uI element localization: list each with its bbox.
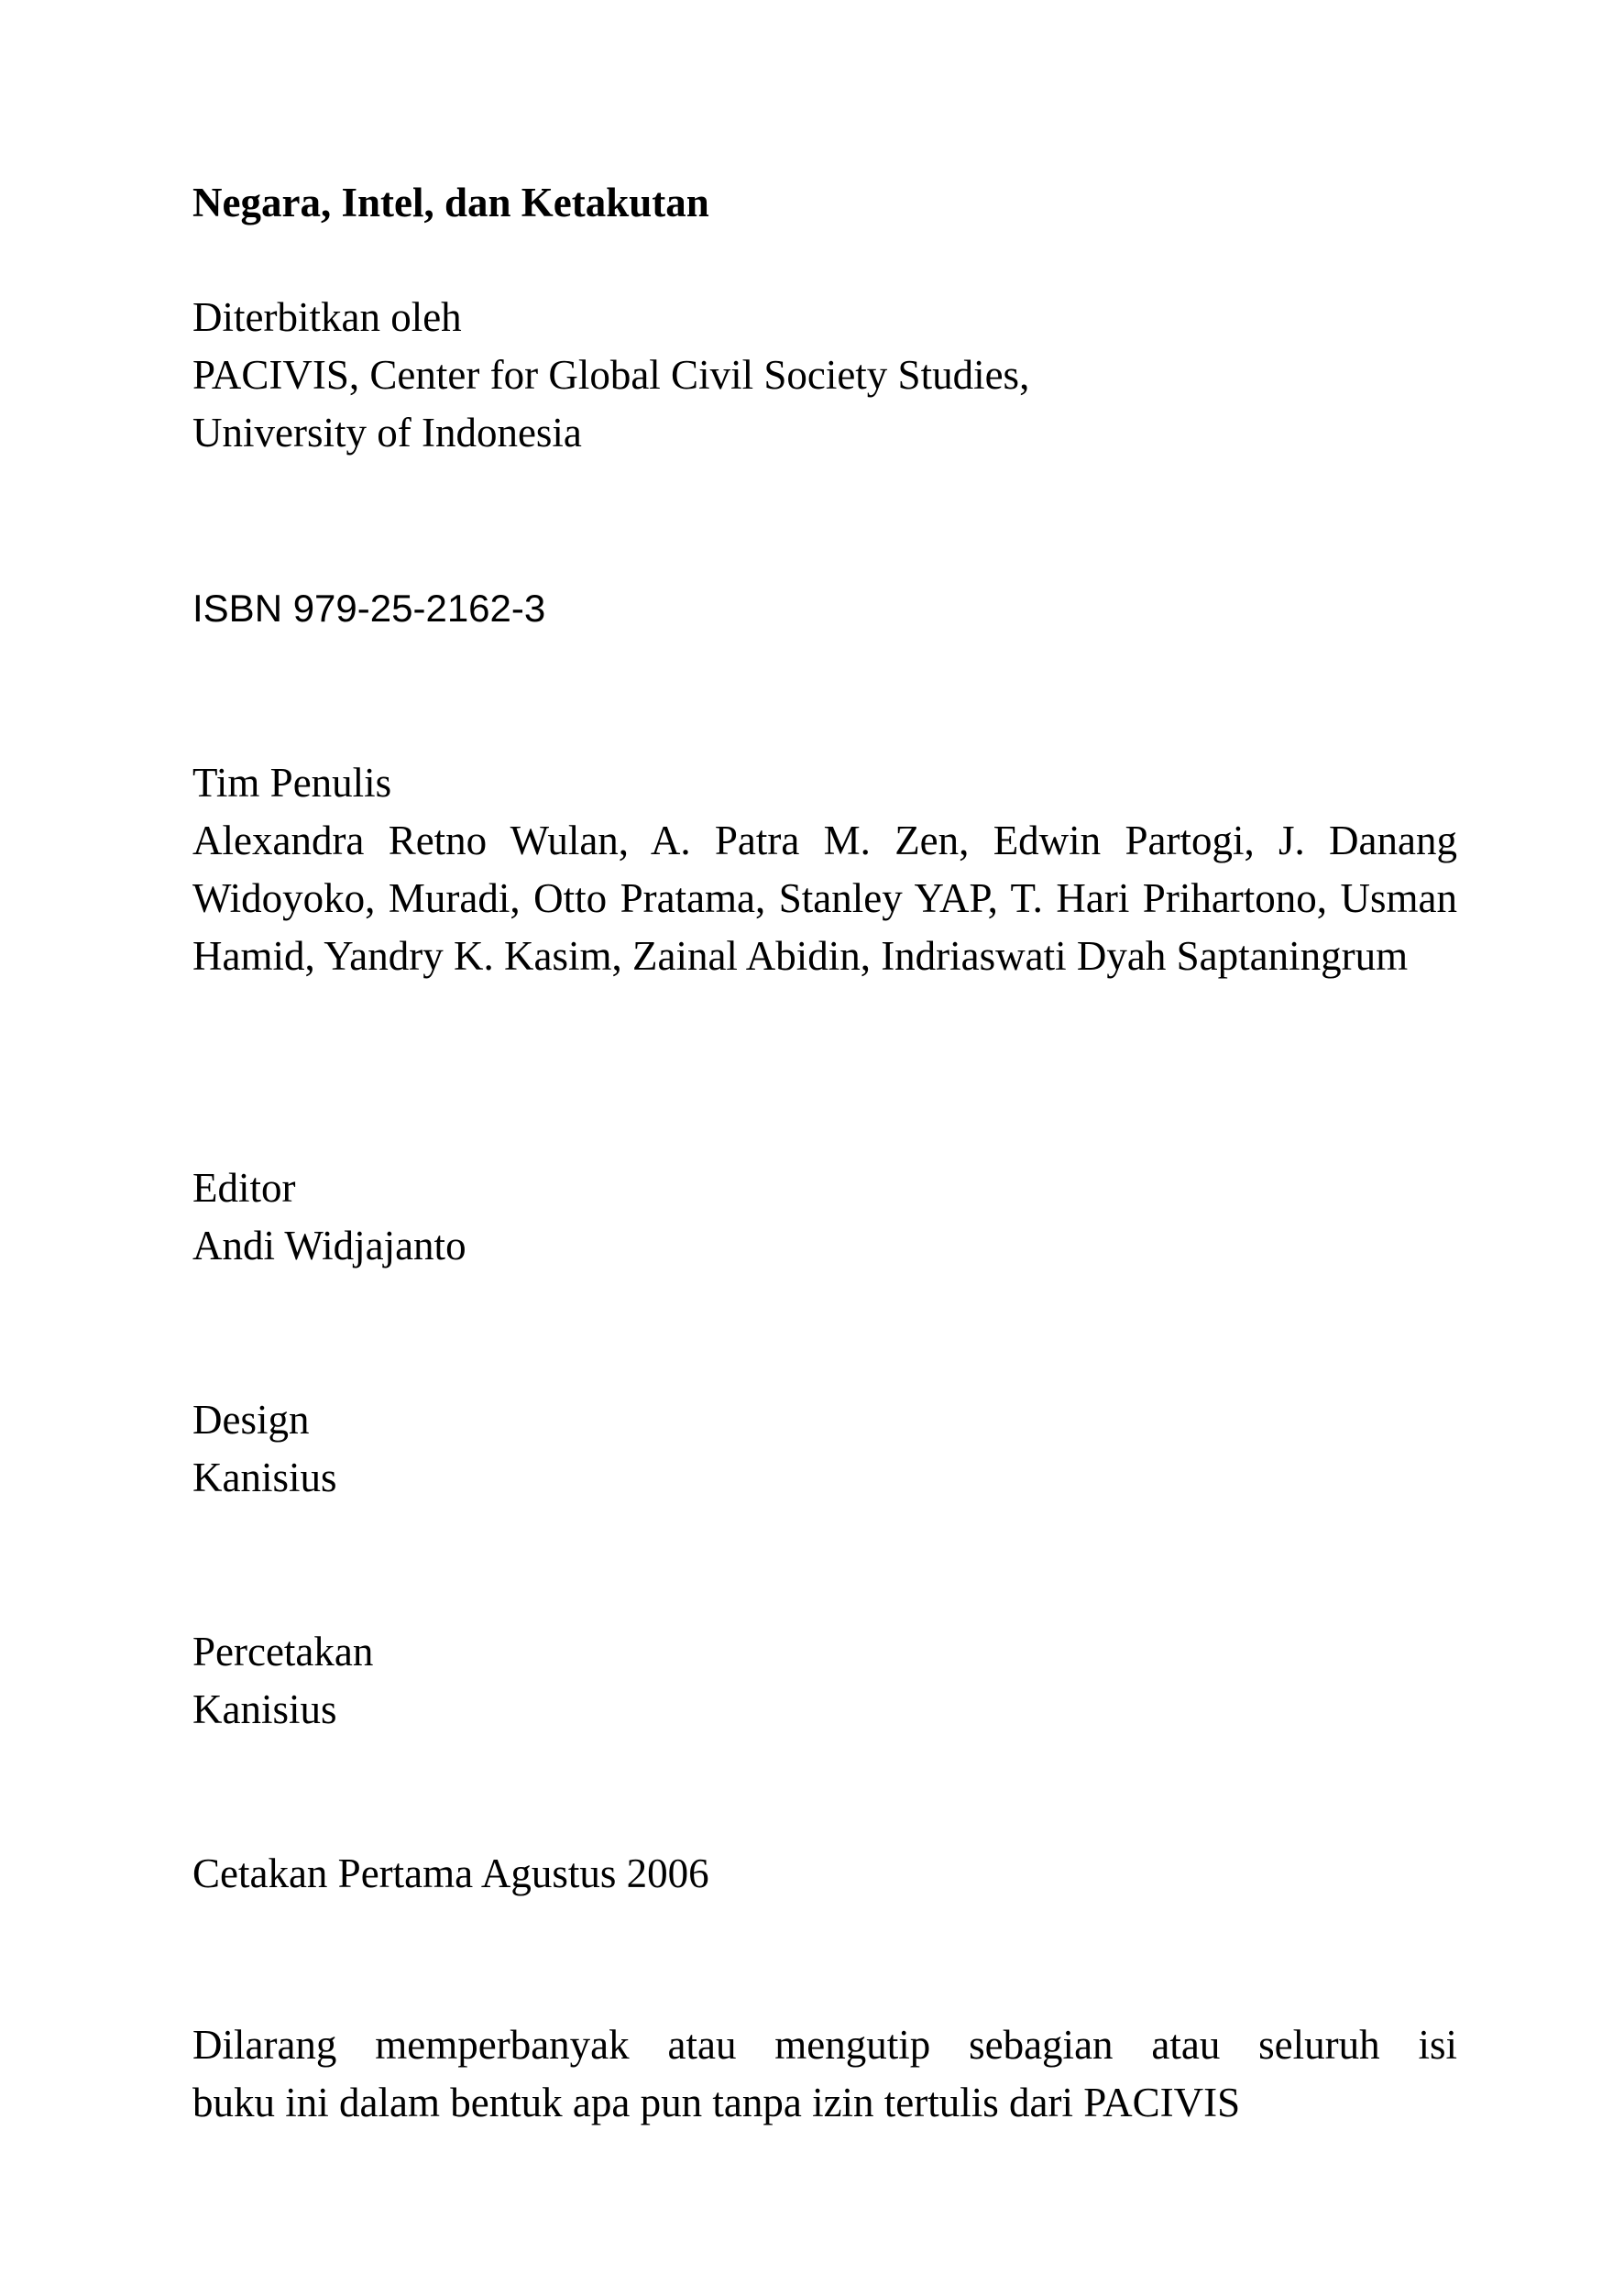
notice-line-1: Dilarang memperbanyak atau mengutip sebagian atau seluruh isi: [192, 2022, 1457, 2068]
design-label: Design: [192, 1397, 310, 1443]
edition-text: Cetakan Pertama Agustus 2006: [192, 1850, 709, 1896]
authors-section: [192, 754, 1457, 985]
design-section: [192, 1391, 1457, 1507]
printing-section: [192, 1623, 1457, 1739]
publisher-name: PACIVIS, Center for Global Civil Society Studies,: [192, 352, 1030, 398]
printing-name: Kanisius: [192, 1686, 337, 1732]
book-title: [192, 174, 1457, 232]
copyright-notice: [192, 2016, 1457, 2132]
authors-names: Alexandra Retno Wulan, A. Patra M. Zen, Edwin Partogi, J. Danang Widoyoko, Muradi, Otto Pratama, Stanley YAP, T. Hari Prihartono, Usman Hamid, Yandry K. Kasim, Zainal Abidin, Indriaswati Dyah Saptaningrum: [192, 818, 1457, 979]
book-title-text: Negara, Intel, dan Ketakutan: [192, 180, 709, 225]
publisher-section: [192, 289, 1457, 462]
authors-label: Tim Penulis: [192, 760, 392, 806]
editor-name: Andi Widjajanto: [192, 1223, 466, 1268]
design-name: Kanisius: [192, 1455, 337, 1500]
notice-line-2: buku ini dalam bentuk apa pun tanpa izin tertulis dari PACIVIS: [192, 2080, 1241, 2125]
printing-label: Percetakan: [192, 1629, 374, 1675]
publisher-institution: University of Indonesia: [192, 410, 582, 456]
edition-section: [192, 1845, 1457, 1903]
editor-section: [192, 1159, 1457, 1275]
editor-label: Editor: [192, 1165, 296, 1211]
isbn-section: [192, 579, 1457, 637]
publisher-label: Diterbitkan oleh: [192, 294, 462, 340]
isbn-number: ISBN 979-25-2162-3: [192, 587, 546, 630]
